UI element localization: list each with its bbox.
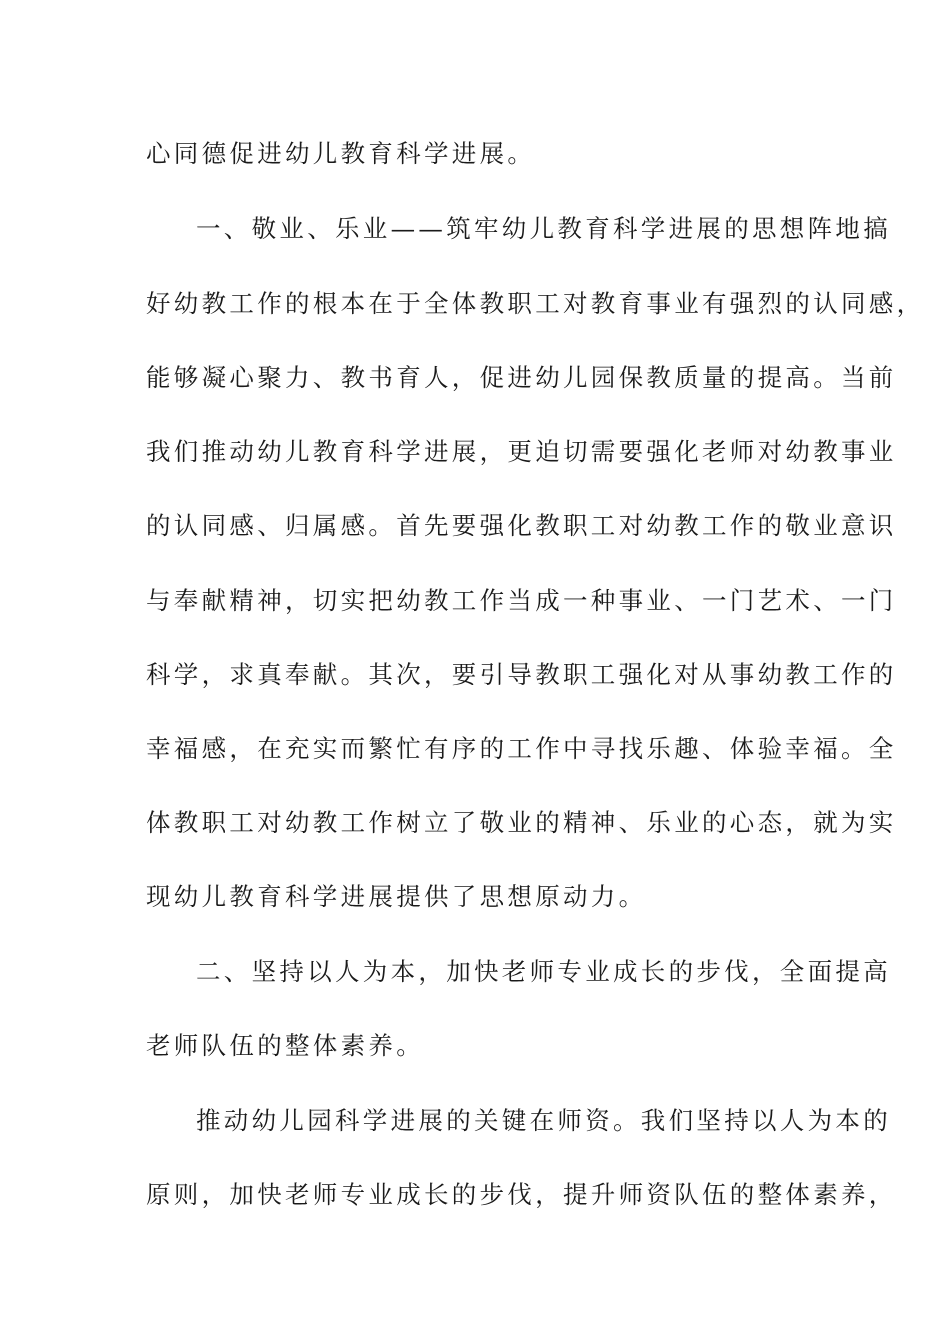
section-heading: 一、敬业、乐业——筑牢幼儿教育科学进展的思想阵地搞	[196, 214, 891, 243]
text-line: 的认同感、归属感。首先要强化教职工对幼教工作的敬业意识	[146, 511, 897, 540]
text-line: 与奉献精神，切实把幼教工作当成一种事业、一门艺术、一门	[146, 586, 897, 615]
text-line: 现幼儿教育科学进展提供了思想原动力。	[146, 882, 647, 911]
text-line: 原则，加快老师专业成长的步伐，提升师资队伍的整体素养，	[146, 1180, 897, 1209]
text-line: 我们推动幼儿教育科学进展，更迫切需要强化老师对幼教事业	[146, 437, 897, 466]
text-line: 科学，求真奉献。其次，要引导教职工强化对从事幼教工作的	[146, 660, 897, 689]
text-line: 幸福感，在充实而繁忙有序的工作中寻找乐趣、体验幸福。全	[146, 734, 897, 763]
section-heading-continued: 老师队伍的整体素养。	[146, 1031, 424, 1060]
text-line: 好幼教工作的根本在于全体教职工对教育事业有强烈的认同感，	[146, 289, 925, 318]
text-line: 推动幼儿园科学进展的关键在师资。我们坚持以人为本的	[196, 1106, 891, 1135]
text-line: 能够凝心聚力、教书育人，促进幼儿园保教质量的提高。当前	[146, 363, 897, 392]
text-line: 心同德促进幼儿教育科学进展。	[146, 139, 536, 168]
text-line: 体教职工对幼教工作树立了敬业的精神、乐业的心态，就为实	[146, 808, 897, 837]
section-heading: 二、坚持以人为本，加快老师专业成长的步伐，全面提高	[196, 957, 891, 986]
